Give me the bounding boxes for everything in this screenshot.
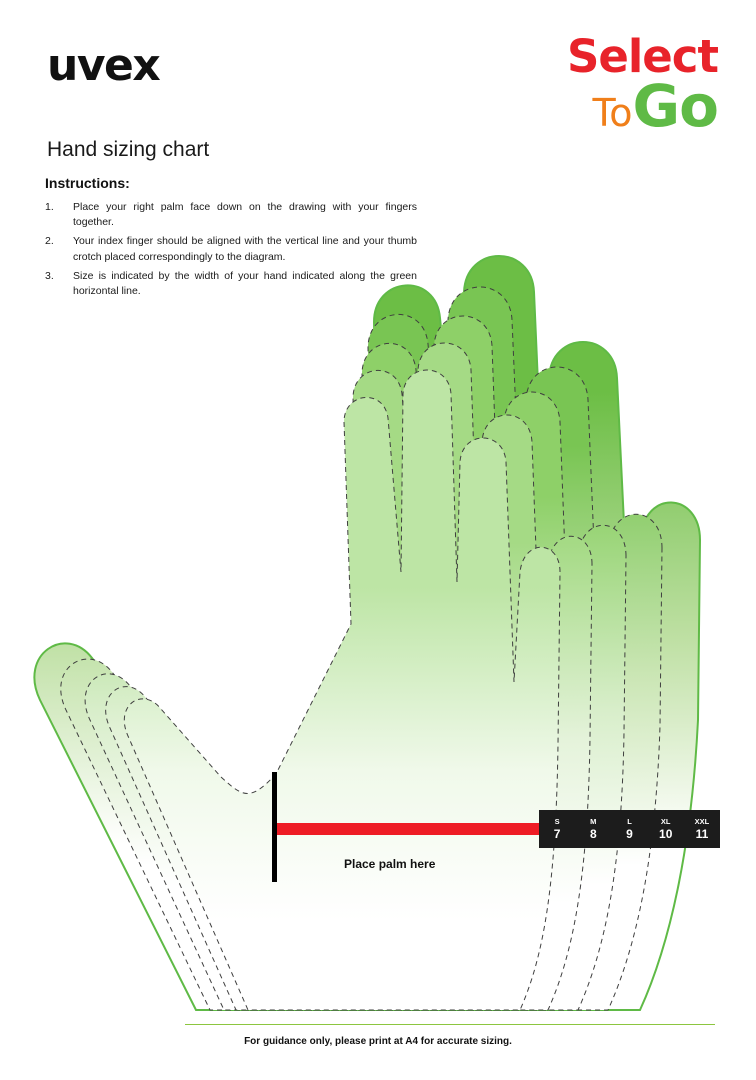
size-cell-m [575,810,611,848]
size-label: XL [660,817,671,827]
size-number: 8 [589,826,597,841]
list-item-number: 3. [45,269,54,282]
select-to-go-word-to: To [592,90,633,135]
list-item-number: 2. [45,235,54,248]
size-cell-xxl [684,810,720,848]
list-item-text: Size is indicated by the width of your hand indicated along the green horizontal line. [73,269,417,298]
list-item-text: Place your right palm face down on the drawing with your fingers together. [73,201,417,229]
size-number: 7 [553,826,561,841]
size-label: L [627,817,632,827]
size-scale [539,810,720,848]
footer-note: For guidance only, please print at A4 for accurate sizing. [244,1036,512,1047]
list-item-number: 1. [45,201,54,213]
size-cell-s [539,810,575,848]
size-cell-l [611,810,647,848]
hand-width-arrow [277,818,567,840]
instructions-heading: Instructions: [45,175,130,191]
hand-width-arrow-bar [277,823,545,835]
select-to-go-line1: Select [566,30,718,83]
uvex-logo: uvex [47,40,160,91]
size-number: 10 [659,826,673,841]
page-title: Hand sizing chart [47,138,210,161]
list-item-text: Your index finger should be aligned with the vertical line and your thumb crotch placed correspondingly to the diagram. [73,235,417,263]
size-number: 11 [695,826,709,841]
footer-divider [185,1024,715,1025]
select-to-go-word-go: Go [632,71,718,140]
place-palm-here-label: Place palm here [344,857,436,871]
size-label: XXL [694,817,710,827]
size-cell-xl [648,810,684,848]
size-label: S [554,817,560,827]
size-label: M [590,817,597,827]
size-number: 9 [626,826,633,841]
